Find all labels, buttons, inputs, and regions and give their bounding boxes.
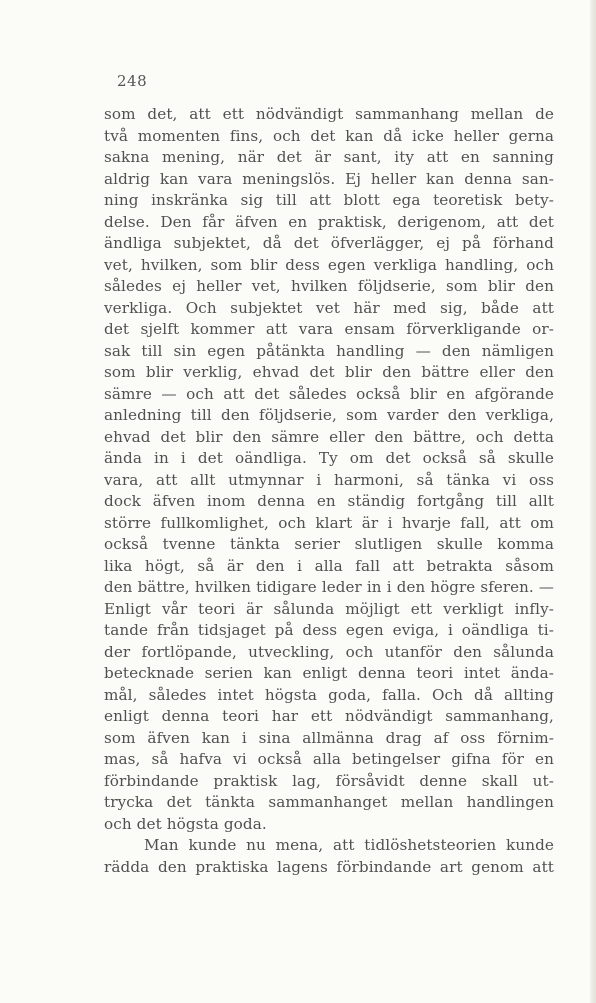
text-line: vara, att allt utmynnar i harmoni, så tänka vi oss — [104, 470, 554, 489]
text-line: förbindande praktisk lag, försåvidt denne skall ut- — [104, 771, 554, 790]
text-line: som blir verklig, ehvad det blir den bättre eller den — [104, 363, 554, 381]
text-line: anledning till den följdserie, som varder den verkliga, — [104, 406, 554, 424]
text-line: två momenten fins, och det kan då icke heller gerna — [104, 126, 554, 145]
text-line: större fullkomlighet, och klart är i hvarje fall, att om — [104, 513, 554, 532]
text-line: delse. Den får äfven en praktisk, derigenom, att det — [104, 212, 554, 231]
text-line: sämre — och att det således också blir en afgörande — [104, 384, 554, 403]
text-line: enligt denna teori har ett nödvändigt sammanhang, — [104, 707, 554, 725]
text-line: som det, att ett nödvändigt sammanhang mellan de — [104, 105, 554, 123]
text-line: ända in i det oändliga. Ty om det också så skulle — [104, 449, 554, 467]
text-line: betecknade serien kan enligt denna teori intet ända- — [104, 664, 554, 682]
text-line: rädda den praktiska lagens förbindande art genom att — [104, 857, 554, 876]
text-line: trycka det tänkta sammanhanget mellan handlingen — [104, 793, 554, 811]
text-line: tande från tidsjaget på dess egen eviga, i oändliga ti- — [104, 621, 554, 639]
text-line: den bättre, hvilken tidigare leder in i den högre sferen. — — [104, 578, 554, 596]
text-line: dock äfven inom denna en ständig fortgång till allt — [104, 492, 554, 510]
text-line: sak till sin egen påtänkta handling — den nämligen — [104, 341, 554, 360]
text-line: mas, så hafva vi också alla betingelser gifna för en — [104, 750, 554, 768]
text-line: Man kunde nu mena, att tidlöshetsteorien kunde — [144, 836, 554, 854]
text-line: der fortlöpande, utveckling, och utanför den sålunda — [104, 642, 554, 661]
text-line: och det högsta goda. — [104, 814, 267, 833]
text-line: också tvenne tänkta serier slutligen skulle komma — [104, 535, 554, 553]
page-edge-shadow — [590, 0, 596, 1003]
text-line: vet, hvilken, som blir dess egen verkliga handling, och — [104, 255, 554, 274]
text-line: sakna mening, när det är sant, ity att en sanning — [104, 148, 554, 166]
text-line: ehvad det blir den sämre eller den bättre, och detta — [104, 427, 554, 446]
body-text — [104, 104, 554, 878]
text-line: verkliga. Och subjektet vet här med sig, både att — [104, 298, 554, 317]
text-line: lika högt, så är den i alla fall att betrakta såsom — [104, 556, 554, 575]
text-line: mål, således intet högsta goda, falla. Och då allting — [104, 685, 554, 704]
text-line: som äfven kan i sina allmänna drag af oss förnim- — [104, 728, 554, 747]
text-line: således ej heller vet, hvilken följdserie, som blir den — [104, 277, 554, 295]
text-line: aldrig kan vara meningslös. Ej heller kan denna san- — [104, 169, 554, 188]
page-number: 248 — [117, 72, 148, 90]
text-line: ändliga subjektet, då det öfverlägger, ej på förhand — [104, 234, 554, 252]
text-line: det sjelft kommer att vara ensam förverkligande or- — [104, 320, 554, 338]
text-line: ning inskränka sig till att blott ega teoretisk bety- — [104, 191, 554, 209]
text-line: Enligt vår teori är sålunda möjligt ett verkligt infly- — [104, 599, 554, 618]
